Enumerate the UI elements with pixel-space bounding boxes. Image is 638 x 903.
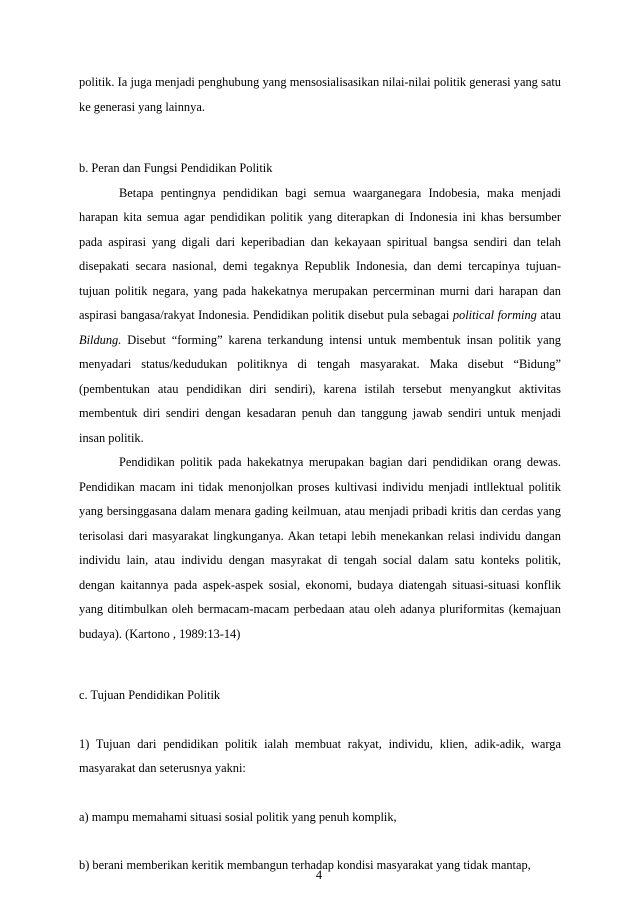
paragraph-text: Disebut “forming” karena terkandung intensi untuk membentuk insan politik yang menyadari status/kedudukan politiknya di tengah masyarakat. Maka disebut “Bidung” (pembentukan atau pendidikan diri sendiri), karena istilah tersebut menyangkut aktivitas membentuk diri sendiri dengan kesadaran penuh dan tanggung jawab sendiri untuk menjadi insan politik.	[79, 332, 561, 445]
section-c-item-a: a) mampu memahami situasi sosial politik yang penuh komplik,	[79, 809, 397, 824]
paragraph-text: Betapa pentingnya pendidikan bagi semua waarganegara Indobesia, maka menjadi harapan kita semua agar pendidikan politik yang diterapkan di Indonesia ini khas bersumber pada aspirasi yang digali dari keperibadian dan kekayaan spiritual bangsa sendiri dan telah disepakati secara nasional, demi tegaknya Republik Indonesia, dan demi tercapinya tujuan-tujuan politik negara, yang pada hakekatnya merupakan percerminan murni dari harapan dan aspirasi bangasa/rakyat Indonesia. Pendidikan politik disebut pula sebagai	[79, 185, 561, 322]
section-b-paragraph-1	[79, 181, 561, 451]
page-number: 4	[315, 868, 323, 882]
section-c-item-1: 1) Tujuan dari pendidikan politik ialah membuat rakyat, individu, klien, adik-adik, warga masyarakat dan seterusnya yakni:	[79, 736, 561, 775]
paragraph-text: atau	[536, 308, 561, 322]
document-page	[79, 70, 561, 878]
section-b-paragraph-2: Pendidikan politik pada hakekatnya merupakan bagian dari pendidikan orang dewas. Pendidikan macam ini tidak menonjolkan proses kultivasi individu menjadi intllektual politik yang bersinggasana dalam menara gading keilmuan, atau menjadi pribadi kritis dan cerdas yang terisolasi dari masyarakat lingkunganya. Akan tetapi lebih menekankan relasi individu dangan individu lain, atau individu dengan masyrakat di tengah social dalam satu konteks politik, dengan kaitannya pada aspek-aspek sosial, ekonomi, budaya diatengah situasi-situasi konflik yang ditimbulkan oleh bermacam-macam perbedaan atau oleh adanya pluriformitas (kemajuan budaya). (Kartono , 1989:13-14)	[79, 455, 561, 641]
spacer	[79, 829, 561, 853]
spacer	[79, 781, 561, 805]
section-c-item-b: b) berani memberikan keritik membangun terhadap kondisi masyarakat yang tidak mantap,	[79, 858, 531, 872]
intro-paragraph: politik. Ia juga menjadi penghubung yang mensosialisasikan nilai-nilai politik generasi yang satu ke generasi yang lainnya.	[79, 75, 561, 114]
italic-term-political-forming: political forming	[452, 308, 537, 322]
spacer	[79, 119, 561, 156]
spacer	[79, 708, 561, 732]
section-c-heading: c. Tujuan Pendidikan Politik	[79, 688, 221, 702]
italic-term-bildung: Bildung.	[79, 332, 122, 347]
spacer	[79, 646, 561, 683]
section-b-heading: b. Peran dan Fungsi Pendidikan Politik	[79, 161, 273, 175]
